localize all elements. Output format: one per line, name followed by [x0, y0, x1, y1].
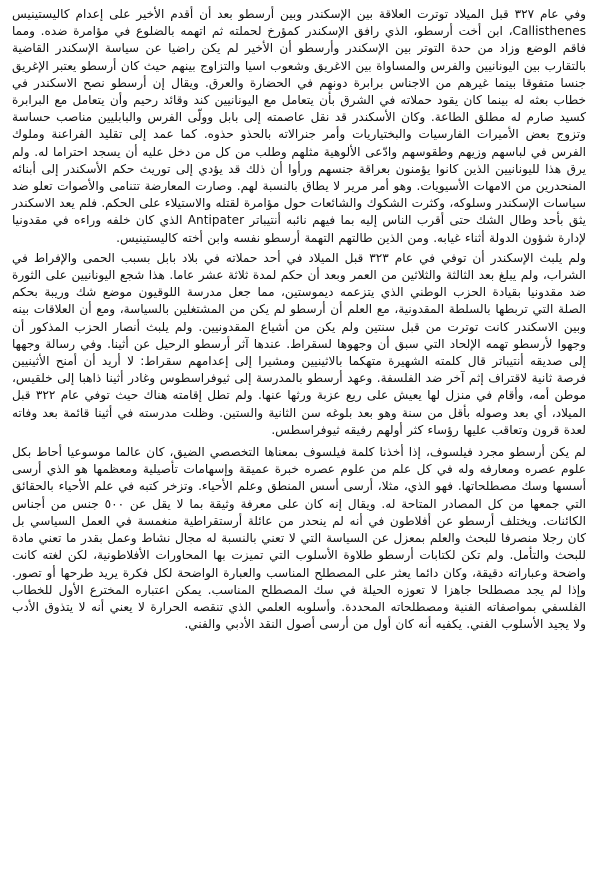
paragraph-aristotle-encyclopedic-scholar: لم يكن أرسطو مجرد فيلسوف، إذا أخذنا كلمة فيلسوف بمعناها التخصصي الضيق، كان عالما موسوعيا أحاط بكل علوم عصره ومعارفه وله في كل علم من علوم عصره خبرة عميقة وإسهامات تأصيلية ومعظمها هو الذي أرسى أسسها وسك مصطلحاتها. فهو الذي، مثلا، أرسى أسس المنطق وعلم الأحياء. وتزخر كتبه في علم الأحياء بالحقائق التي جمعها من كل المصادر المتاحة له. ويقال إنه كان على معرفة وثيقة بما لا يقل عن ٥٠٠ جنس من أجناس الكائنات. ويختلف أرسطو عن أفلاطون في أنه لم ينحدر من عائلة أرستقراطية منغمسة في العمل السياسي بل كان رجلا منصرفا للبحث والعلم بمعزل عن السياسة التي لا تعني بالنسبة له مجال نشاط وعمل بقدر ما تعني مادة للبحث والتأمل. ولم تكن لكتابات أرسطو طلاوة الأسلوب التي تميزت بها المحاورات الأفلاطونية، لكن لغته كانت واضحة وعباراته دقيقة، وكان دائما يعثر على المصطلح المناسب والعبارة الواضحة لكل فكرة يريد طرحها أو تصور. وإذا لم يجد مصطلحا جاهزا لا تعوزه الحيلة في سك المصطلح المناسب. يمكن اعتباره المخترع الأول للخطاب الفلسفي بمواصفاته الفنية ومصطلحاته المحددة. وأسلوبه العلمي الذي تنقصه الحرارة لا يعني أنه لا يتذوق الأدب ولا يجيد الأسلوب الفني. يكفيه أنه كان أول من أرسى أصول النقد الأدبي والفني.	[12, 445, 586, 632]
paragraph-alexander-death-aristotle-exile: ولم يلبث الإسكندر أن توفي في عام ٣٢٣ قبل الميلاد في أحد حملاته في بلاد بابل بسبب الحمى والإفراط في الشراب، ولم يبلغ بعد الثالثة والثلاثين من العمر وبعد أن حكم لمدة ثلاثة عشر عاما. هذا شجع اليونانيين على الثورة ضد مقدونيا بقيادة الحزب الوطني الذي يتزعمه ديموستين، مما جعل مدرسة اللوقيون موضع شك وريبة بحكم الصلة التي تربطها بالسلطة المقدونية، مع العلم أن أرسطو لم يكن من المشتغلين بالسياسة، ومع أن العلاقات بينه وبين الاسكندر كانت توترت من قبل سنتين ولم يكن من أشياع المقدونيين. ولم يلبث أنصار الحزب المذكور أن وجهوا لأرسطو تهمه الإلحاد التي سبق أن وجهوها لسقراط. عندها آثر أرسطو الرحيل عن أثينا. وفي رسالة وجهها إلى صديقه أنتيباتر قال كلمته الشهيرة متهكما بالاثينيين ومشيرا إلى إعدامهم سقراط: لا أريد أن أمنح الأثينيين فرصة ثانية لاقتراف إثم آخر ضد الفلسفة. وعهد أرسطو بالمدرسة إلى ثيوفراسطوس وغادر أثينا ذاهبا إلى خلقيس، موطن أمه، وأقام في منزل لها يعيش على ريع عزبة ورثها عنها. ولم تطل إقامته هناك حيث توفي عام ٣٢٢ قبل الميلاد، أي بعد وصوله بأقل من سنة وهو بعد بلوغه سن الثانية والستين. وظلت مدرسته في أثينا قائمة بعد وفاته لعدة قرون وتعاقب عليها رؤساء كثر أولهم رفيقه ثيوفراسطس.	[12, 250, 587, 437]
paragraph-alexander-aristotle-tension: وفي عام ٣٢٧ قبل الميلاد توترت العلاقة بين الإسكندر وبين أرسطو بعد أن أقدم الأخير على إعدام كاليستينيس Callisthenes، ابن أخت أرسطو، الذي رافق الإسكندر كمؤرخ لحملته ثم اتهمه بالضلوع في مؤامرة ضده. ومما فاقم الوضع وزاد من حدة التوتر بين الإسكندر وأرسطو أن الأخير لم يكن راضيا عن سياسة الإسكندر القاضية بالتقارب بين اليونانيين والفرس والمساواة بين الاغريق وشعوب اسيا والتزاوج بينهم حيث كان أرسطو يعتبر الإغريق جنسا متفوقا بينما غيرهم من الاجناس برابرة دونهم في الحضارة والعرق. ويقال إن أرسطو نصح الاسكندر في خطاب بعثه له بينما كان يقود حملاته في الشرق بأن يتعامل مع اليونانيين كند وقائد رحيم وأن يتعامل مع البرابرة كسيد صارم له مطلق الطاعة. وكان الأسكندر قد نقل عاصمته إلى بابل وولّى الفرس والبابليين مناصب حساسة وتزوج بعض الأميرات الفارسيات والبختياريات وأمر جنرالاته بالحذو حذوه. كما عمد إلى تقليد الفراعنة وملوك الفرس في لباسهم وزيهم وطقوسهم وادّعى الألوهية مثلهم وطلب من كل من دخل عليه أن يسجد احتراما له. ولم يرق هذا لليونانيين الذين كانوا يؤمنون بعراقة جنسهم ورأوا أن ذلك قد يؤدي إلى توريث حكم الأسكندر إلى أبنائه المنحدرين من الامهات الأسيويات. وهو أمر مرير لا يطاق بالنسبة لهم. وصارت المعارضة تتنامى والأصوات تعلو ضد سياسات الإسكندر وسلوكه، وكثرت الشكوك والشائعات حول مؤامرة لقتله والاستيلاء على الحكم. فلم يعد الاسكندر يثق بأحد وطال الشك حتى أقرب الناس إليه بما فيهم نائبه أنتيباتر Antipater الذي كان خلفه وراءه في مقدونيا لإدارة شؤون الدولة أثناء غيابه. ومن الذين طالتهم التهمة أرسطو نفسه وابن أخته كاليستينيس.	[12, 7, 587, 245]
